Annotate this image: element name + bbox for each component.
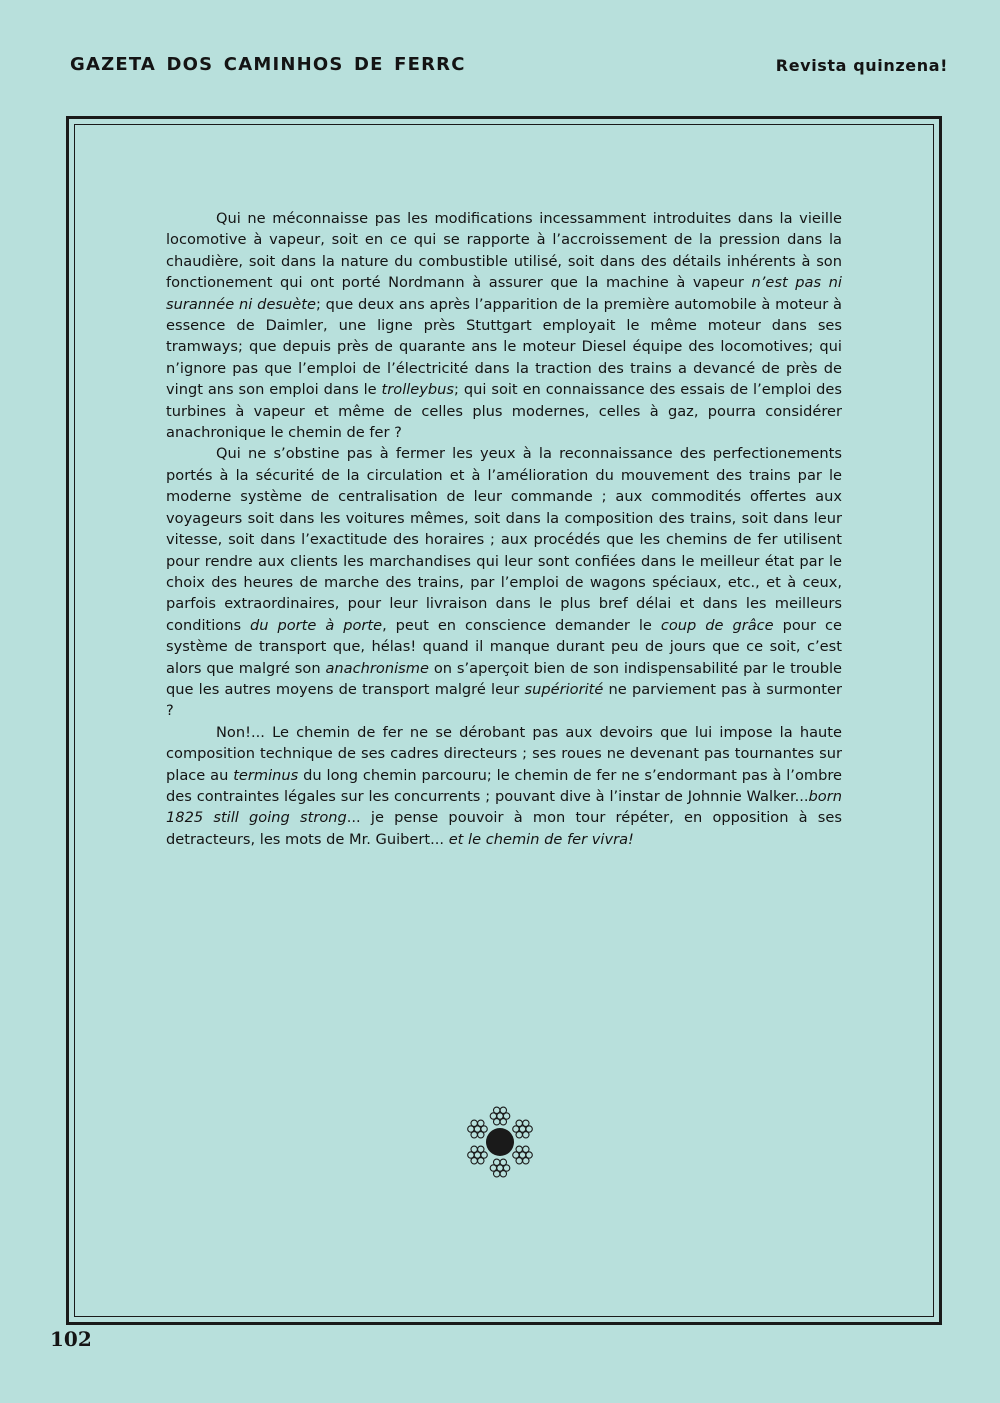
article-paragraph (166, 443, 842, 721)
article-paragraph (166, 722, 842, 850)
journal-subtitle: Revista quinzena! (775, 56, 948, 75)
text-run: pour ce système de transport que, hélas! quand il manque durant peu de jours que ce soit, c’est alors que malgré son (166, 616, 842, 677)
text-run: on s’aperçoit bien de son indispensabilité par le trouble que les autres moyens de transport malgré leur (166, 659, 842, 698)
italic-phrase: du porte à porte (250, 616, 383, 634)
text-run: ; que deux ans après l’apparition de la première automobile à moteur à essence de Daimler, une ligne près Stuttgart employait le même moteur dans ses tramways; que depuis près de quarante ans le moteur Diesel équipe des locomotives; qui n’ignore pas que l’emploi de l’électricité dans la traction des trains a devancé de près de vingt ans son emploi dans le (166, 295, 842, 399)
article-body (166, 208, 842, 850)
article-paragraph (166, 208, 842, 443)
text-run: du long chemin parcouru; le chemin de fer ne s’endormant pas à l’ombre des contraintes légales sur les concurrents ; pouvant dive à l’instar de Johnnie Walker... (166, 766, 843, 805)
italic-phrase: et le chemin de fer vivra! (448, 830, 634, 848)
italic-phrase: trolleybus (381, 381, 455, 399)
text-run: ne parviement pas à surmonter ? (166, 680, 842, 720)
text-run: Qui ne méconnaisse pas les modifications incessamment introduites dans la vieille locomotive à vapeur, soit en ce qui se rapporte à l’accroissement de la pression dans la chaudière, soit dans la nature du combustible utilisé, soit dans des détails inhérents à son fonctionement qui ont porté Nordmann à assurer que la machine à vapeur (166, 210, 842, 292)
text-run: Qui ne s’obstine pas à fermer les yeux à la reconnaissance des perfectionements portés à la sécurité de la circulation et à l’amélioration du mouvement des trains par le moderne système de centralisation de leur commande ; aux commodités offertes aux voyageurs soit dans les voitures mêmes, soit dans la composition des trains, soit dans leur vitesse, soit dans l’exactitude des horaires ; aux procédés que les chemins de fer utilisent pour rendre aux clients les marchandises qui leur sont confiées dans le meilleur état par le choix des heures de marche des trains, par l’emploi de wagons spéciaux, etc., et à ceux, parfois extraordinaires, pour leur livraison dans le plus bref délai et dans les meilleurs conditions (166, 445, 842, 634)
text-run: ... je pense pouvoir à mon tour répéter, en opposition à ses detracteurs, les mots de Mr. Guibert... (166, 809, 842, 848)
italic-phrase: coup de grâce (660, 616, 774, 634)
page-number: 102 (50, 1327, 92, 1351)
flower-rosette-icon (458, 1100, 542, 1184)
italic-phrase: terminus (233, 766, 299, 784)
text-run: ; qui soit en connaissance des essais de l’emploi des turbines à vapeur et même de celles plus modernes, celles à gaz, pourra considérer anachronique le chemin de fer ? (166, 381, 842, 442)
journal-title: GAZETA DOS CAMINHOS DE FERRC (70, 54, 466, 75)
text-run: , peut en conscience demander le (382, 616, 661, 634)
italic-phrase: supériorité (524, 680, 604, 698)
italic-phrase: anachronisme (325, 659, 429, 677)
italic-phrase: n’est pas ni surannée ni desuète (166, 274, 842, 313)
text-run: Non!... Le chemin de fer ne se dérobant pas aux devoirs que lui impose la haute composition technique de ses cadres directeurs ; ses roues ne devenant pas tournantes sur place au (166, 723, 842, 784)
italic-phrase: born 1825 still going strong (166, 787, 842, 827)
